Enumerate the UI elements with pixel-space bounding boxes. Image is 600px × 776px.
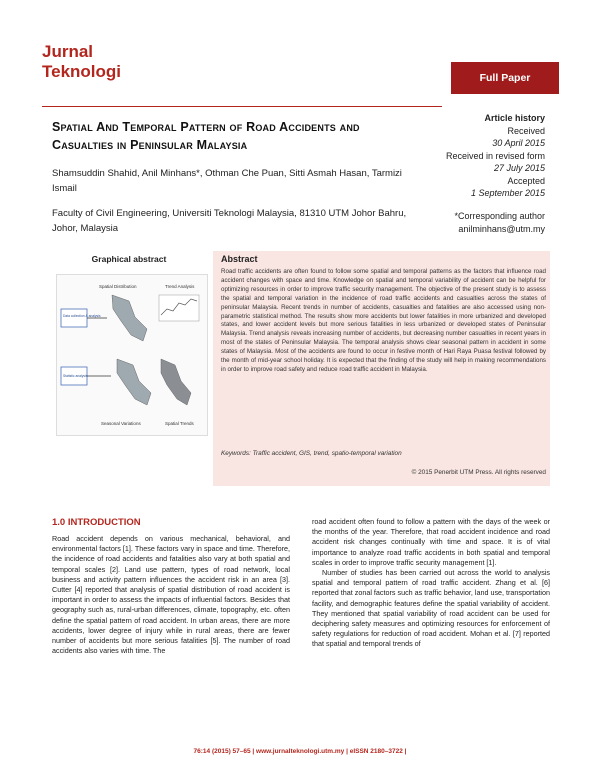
article-history bbox=[425, 112, 545, 200]
graphical-abstract-diagram bbox=[57, 275, 207, 435]
intro-right-paragraph-1: road accident often found to follow a pattern with the days of the week or the months of the year. Therefore, that road accident incidence and road accident risk changes continually with time and space. It is of vital importance to analyze road traffic accidents in both spatial and temporal scales in order to improve traffic security management [1]. bbox=[312, 517, 550, 567]
received-label: Received bbox=[507, 125, 545, 136]
map-shape-3 bbox=[161, 359, 191, 405]
page-footer: 76:14 (2015) 57–65 | www.jurnalteknologi.utm.my | eISSN 2180–3722 | bbox=[193, 748, 407, 755]
accepted-label: Accepted bbox=[507, 175, 545, 186]
corresponding-label: *Corresponding author bbox=[454, 211, 545, 221]
intro-right-paragraph-2: Number of studies has been carried out across the world to analysis spatial and temporal pattern of road traffic accident. Zhang et al. [6] reported that zonal factors such as traffic behavior, land use, transportation facility, and demographic features define the spatial variability of accident. They mentioned that spatial variability of road accident can be used for deciphering safety measures and optimizing resources for enforcement of safety regulations for reduction of road accident. Mohan et al. [7] reported that spatial and temporal trends of bbox=[312, 568, 550, 649]
trend-plot-frame bbox=[159, 295, 199, 321]
graphical-abstract-figure bbox=[56, 274, 208, 436]
full-paper-badge: Full Paper bbox=[451, 62, 559, 94]
corresponding-email[interactable]: anilminhans@utm.my bbox=[458, 223, 545, 234]
graphical-abstract-heading: Graphical abstract bbox=[91, 254, 167, 264]
ga-label-spatial-trends: Spatial Trends bbox=[165, 421, 194, 426]
intro-left-column bbox=[52, 534, 290, 656]
keywords: Keywords: Traffic accident, GIS, trend, spatio-temporal variation bbox=[221, 450, 402, 457]
map-shape-2 bbox=[117, 359, 151, 405]
data-collection-box bbox=[61, 309, 87, 327]
history-heading: Article history bbox=[484, 113, 545, 123]
received-date: 30 April 2015 bbox=[492, 138, 545, 148]
intro-right-column bbox=[312, 517, 550, 650]
ga-label-trend: Trend Analysis bbox=[165, 284, 195, 289]
journal-name-line2: Teknologi bbox=[42, 62, 122, 81]
map-shape-1 bbox=[112, 295, 147, 341]
journal-logo bbox=[42, 42, 121, 82]
author-list: Shamsuddin Shahid, Anil Minhans*, Othman Che Puan, Sitti Asmah Hasan, Tarmizi Ismail bbox=[52, 168, 402, 194]
paper-title: Spatial And Temporal Pattern of Road Accidents and Casualties in Peninsular Malaysia bbox=[52, 120, 360, 152]
journal-name-line1: Jurnal bbox=[42, 42, 94, 61]
accepted-date: 1 September 2015 bbox=[470, 188, 545, 198]
statistic-label: Statistic analysis bbox=[63, 374, 88, 378]
ga-label-spatial: Spatial Distribution bbox=[99, 284, 137, 289]
copyright: © 2015 Penerbit UTM Press. All rights reserved bbox=[411, 469, 546, 476]
ga-label-seasonal: Seasonal Variations bbox=[101, 421, 141, 426]
intro-left-paragraph: Road accident depends on various mechanical, behavioral, and environmental factors [1]. These factors vary in space and time. Therefore, the incidence of road accidents and fatalities also vary at both spatial and temporal scales [2]. Land use pattern, types of road network, local business and activity pattern influences the accident risk in an area [3]. Cutter [4] reported that analysis of spatial distribution of road accident is important in order to assess the impacts of influential factors. Besides that geography such as, rural-urban differences, climate, topography, etc. often define the spatial pattern of road accident. In urban areas, there are more accidents, lower degree of injury while in rural areas, there are fewer number of accidents but more serious fatalities [5]. The number of road accidents also varies with time. The bbox=[52, 534, 290, 656]
revised-date: 27 July 2015 bbox=[493, 163, 545, 173]
revised-label: Received in revised form bbox=[445, 150, 545, 161]
corresponding-author bbox=[400, 210, 545, 235]
abstract-text: Road traffic accidents are often found to follow some spatial and temporal patterns as the factors that influence road accident changes with space and time. Knowledge on spatial and temporal variability of accident can be helpful for optimizing resources in order to improve traffic security management. The objective of the present study is to assess the spatial and temporal variation in the incidence of road traffic accidents and casualties across the states of peninsular Malaysia. Recent trends in number of accidents, casualties and fatalities are also accessed using non-parametric statistical method. The results show more accidents but lower fatalities in more urbanized and developed states, and lower accident levels but more serious fatalities in less urbanized or developed states of Peninsular Malaysia. Trend analysis reveals increasing number of accidents, but decreasing number casualties in recent years in most of the states of Peninsular Malaysia. The temporal analysis shows clear seasonal pattern in accident in some states of Malaysia. Most of the accidents are found to occur in festive month of Hari Raya Puasa festival followed by the month of mid-year school holiday. It is expected that the finding of the study will help in making recommendations in order to improve road safety and reduce road traffic accident in Malaysia. bbox=[221, 268, 546, 373]
section-heading: 1.0 INTRODUCTION bbox=[52, 517, 141, 528]
data-collection-label: Data collection & analysis bbox=[63, 314, 101, 318]
affiliation: Faculty of Civil Engineering, Universiti Teknologi Malaysia, 81310 UTM Johor Bahru, Johor, Malaysia bbox=[52, 208, 407, 234]
abstract-heading: Abstract bbox=[221, 254, 258, 264]
header-divider bbox=[42, 106, 442, 107]
